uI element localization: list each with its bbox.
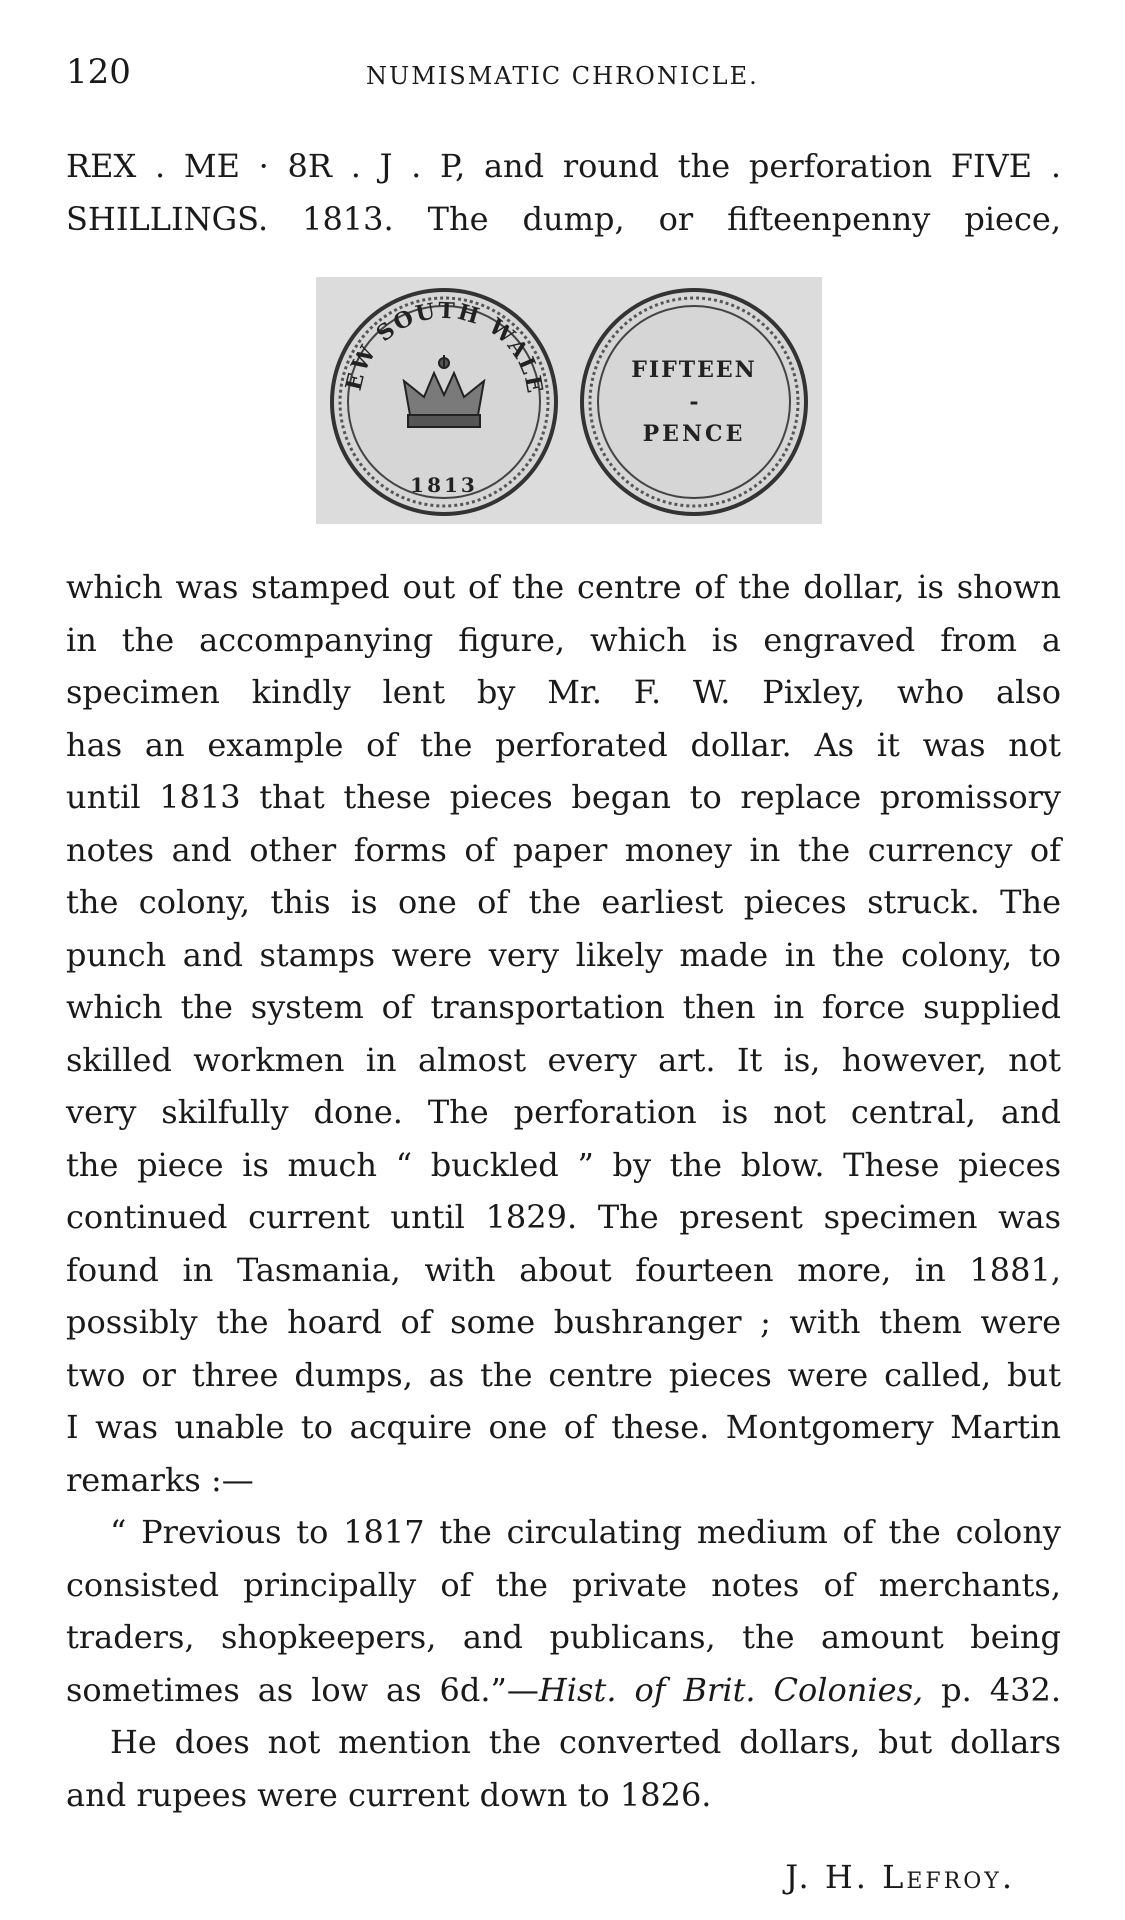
text-line: specimen kindly lent by Mr. F. W. Pixley, who also (66, 673, 1061, 711)
top-paragraph (66, 140, 1061, 245)
text-line: which the system of transportation then in force supplied (66, 988, 1061, 1026)
coin-figure (316, 277, 822, 524)
coin-reverse (582, 290, 806, 514)
text-line: has an example of the perforated dollar. As it was not (66, 725, 1061, 764)
text-line: until 1813 that these pieces began to replace promissory (66, 778, 1061, 816)
text-line: SHILLINGS. 1813. The dump, or fifteenpenny piece, (66, 199, 1061, 238)
text-line: in the accompanying figure, which is engraved from a (66, 620, 1061, 659)
text-line: two or three dumps, as the centre pieces were called, but (66, 1355, 1061, 1394)
quote-citation-line (66, 1664, 1061, 1717)
page-header (66, 52, 1061, 96)
main-text (66, 561, 1061, 1821)
coin-illustration (316, 277, 822, 524)
text-line: found in Tasmania, with about fourteen more, in 1881, (66, 1250, 1061, 1289)
text-line: skilled workmen in almost every art. It is, however, not (66, 1040, 1061, 1079)
obverse-legend: EW SOUTH WALE (340, 297, 548, 397)
reverse-line-1: FIFTEEN (631, 357, 757, 383)
running-head: NUMISMATIC CHRONICLE. (366, 62, 759, 90)
coin-obverse (316, 277, 556, 514)
author-signature: J. H. Lefroy. (785, 1858, 1015, 1896)
text-line: and rupees were current down to 1826. (66, 1775, 712, 1814)
text-line: I was unable to acquire one of these. Montgomery Martin (66, 1408, 1061, 1446)
text-line: which was stamped out of the centre of the dollar, is shown (66, 568, 1061, 606)
text-line: continued current until 1829. The present specimen was (66, 1198, 1061, 1236)
quote-line: consisted principally of the private notes of merchants, (66, 1565, 1061, 1604)
citation-page: p. 432. (923, 1670, 1062, 1709)
quote-line: traders, shopkeepers, and publicans, the amount being (66, 1618, 1061, 1656)
quote-text: sometimes as low as 6d.”— (66, 1670, 539, 1709)
reverse-line-3: PENCE (642, 421, 746, 447)
text-line: He does not mention the converted dollars, but dollars (110, 1723, 1061, 1761)
quote-line: “ Previous to 1817 the circulating medium of the colony (110, 1513, 1061, 1551)
obverse-date: 1813 (410, 473, 478, 497)
text-line: remarks :— (66, 1460, 254, 1499)
citation-title: Hist. of Brit. Colonies, (538, 1670, 924, 1709)
text-line: possibly the hoard of some bushranger ; with them were (66, 1303, 1061, 1341)
text-line: the piece is much “ buckled ” by the blow. These pieces (66, 1145, 1061, 1184)
text-line: notes and other forms of paper money in the currency of (66, 830, 1061, 869)
text-line: the colony, this is one of the earliest pieces struck. The (66, 883, 1061, 921)
text-line: REX . ME · 8R . J . P, and round the perforation FIVE . (66, 147, 1061, 185)
text-line: punch and stamps were very likely made in the colony, to (66, 935, 1061, 974)
page-number: 120 (66, 52, 131, 92)
text-line: very skilfully done. The perforation is not central, and (66, 1093, 1061, 1131)
reverse-line-2: - (689, 389, 699, 415)
